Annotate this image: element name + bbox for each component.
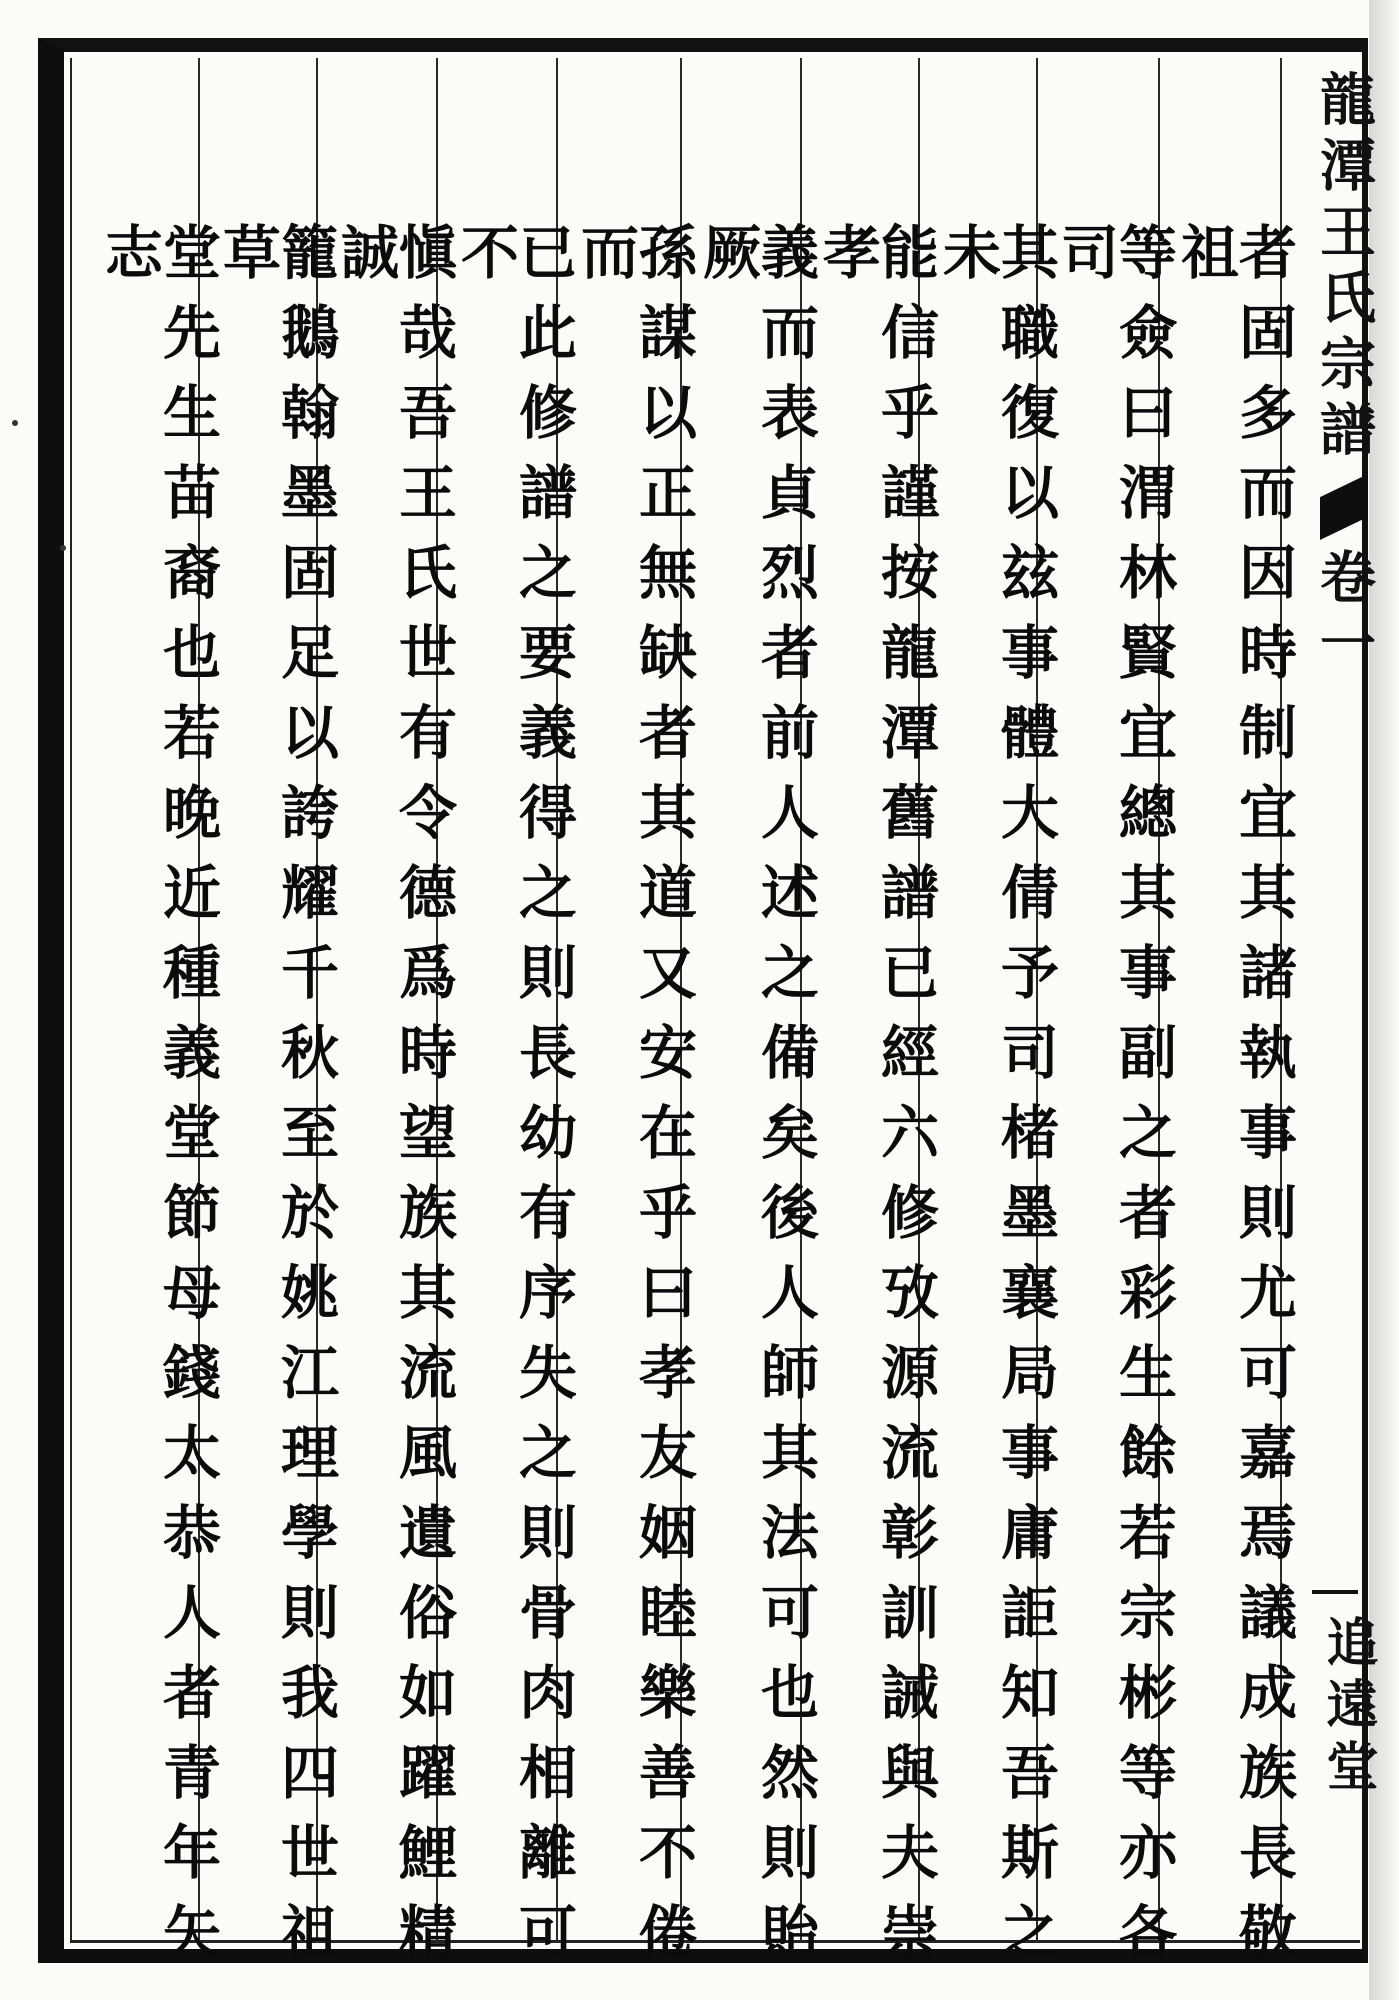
ink-speck [12,420,18,426]
hall-name: 追遠堂 [1317,1615,1378,1801]
page-number-mark [1312,1590,1358,1594]
text-column-8: 愼哉吾王氏世有令德爲時望族其流風遺俗如躍鯉精誠 [331,222,457,1982]
volume-text: 卷一 [1311,548,1377,680]
margin-book-title [1304,70,1384,680]
text-column-7: 已此修譜之要義得之則長幼有序失之則骨肉相離可不 [451,222,577,1982]
text-column-9: 籠鵝翰墨固足以誇耀千秋至於姚江理學則我四世祖草 [213,222,339,1982]
text-column-1: 者固多而因時制宜其諸執事則尤可嘉焉議成族長敬祖 [1171,222,1297,1982]
text-column-2: 等僉曰渭林賢宜總其事副之者彩生餘若宗彬等亦各司 [1051,222,1177,1982]
fishtail-mark [1320,474,1368,540]
text-column-4: 能信乎謹按龍潭舊譜已經六修攷源流彰訓誡與夫崇孝 [813,222,939,1982]
ink-speck [60,545,66,551]
text-column-10: 堂先生苗裔也若晚近種義堂節母錢太恭人者青年矢志 [95,222,221,1982]
text-column-5: 義而表貞烈者前人述之備矣後人師其法可也然則貽厥 [693,222,819,1982]
text-column-6: 孫謀以正無缺者其道又安在乎曰孝友姻睦樂善不倦而 [571,222,697,1982]
book-title-text: 龍潭王氏宗譜 [1311,70,1377,466]
text-column-3: 其職復以玆事體大倩予司楮墨襄局事庸詎知吾斯之未 [933,222,1059,1982]
